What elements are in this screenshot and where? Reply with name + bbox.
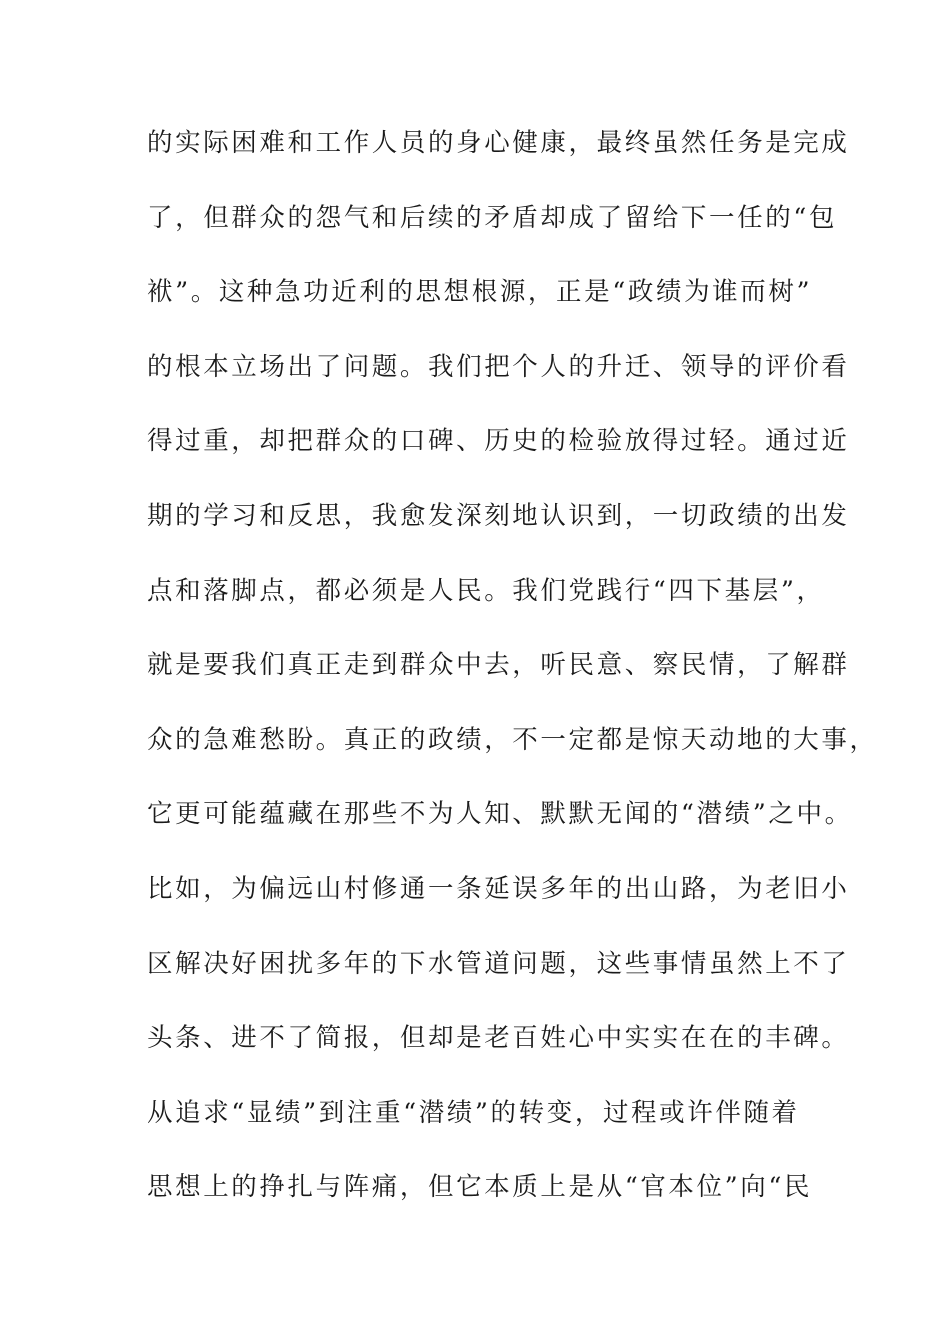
text-line-11: 比如，为偏远山村修通一条延误多年的出山路，为老旧小 xyxy=(147,873,850,904)
text-line-13: 头条、进不了简报，但却是老百姓心中实实在在的丰碑。 xyxy=(147,1023,850,1054)
text-line-8: 就是要我们真正走到群众中去，听民意、察民情，了解群 xyxy=(147,650,850,681)
text-line-3: 袱”。这种急功近利的思想根源，正是“政绩为谁而树” xyxy=(147,277,813,308)
text-line-4: 的根本立场出了问题。我们把个人的升迁、领导的评价看 xyxy=(147,351,850,382)
text-line-12: 区解决好困扰多年的下水管道问题，这些事情虽然上不了 xyxy=(147,948,850,979)
text-line-5: 得过重，却把群众的口碑、历史的检验放得过轻。通过近 xyxy=(147,426,850,457)
text-line-1: 的实际困难和工作人员的身心健康，最终虽然任务是完成 xyxy=(147,128,850,158)
text-line-6: 期的学习和反思，我愈发深刻地认识到，一切政绩的出发 xyxy=(147,500,850,531)
text-line-2: 了，但群众的怨气和后续的矛盾却成了留给下一任的“包 xyxy=(147,202,838,233)
body-paragraph xyxy=(147,120,878,1239)
text-line-9: 众的急难愁盼。真正的政绩，不一定都是惊天动地的大事， xyxy=(147,724,878,755)
text-line-14: 从追求“显绩”到注重“潜绩”的转变，过程或许伴随着 xyxy=(147,1097,800,1128)
text-line-10: 它更可能蕴藏在那些不为人知、默默无闻的“潜绩”之中。 xyxy=(147,799,853,830)
text-line-7: 点和落脚点，都必须是人民。我们党践行“四下基层”， xyxy=(147,575,825,606)
text-line-15: 思想上的挣扎与阵痛，但它本质上是从“官本位”向“民 xyxy=(147,1172,813,1203)
